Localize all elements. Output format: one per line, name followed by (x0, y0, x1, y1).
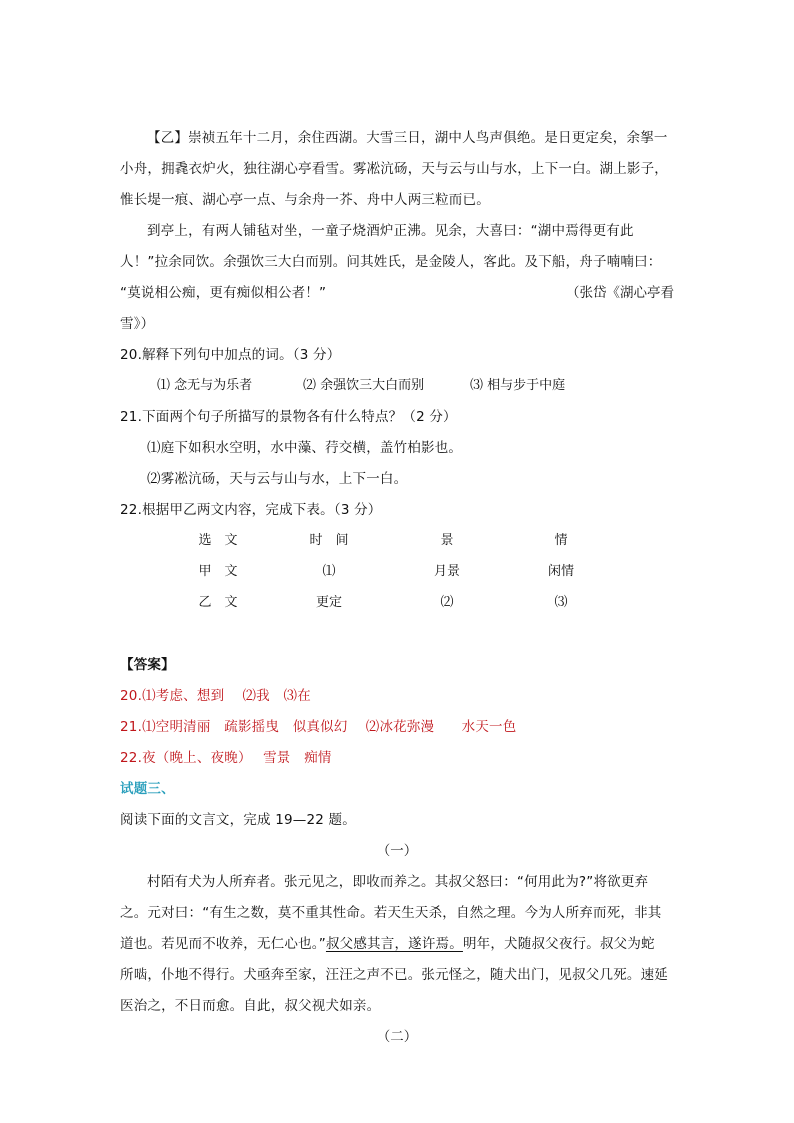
passage-yi-line-2: 小舟，拥毳衣炉火，独往湖心亭看雪。雾凇沆砀，天与云与山与水，上下一白。湖上影子， (120, 161, 668, 177)
answer-21: 21.⑴空明清丽 疏影摇曳 似真似幻 ⑵冰花弥漫 水天一色 (120, 719, 517, 735)
table-row-1-time: ⑴ (322, 564, 336, 579)
table-header-emotion: 情 (554, 533, 568, 548)
table-row-1-scene: 月景 (433, 564, 460, 579)
p1-line-4: 所啮，仆地不得行。犬亟奔至家，汪汪之声不已。张元怪之，随犬出门，见叔父几死。速延 (120, 967, 668, 983)
underlined-sentence: 叔父感其言，遂许焉。 (325, 936, 463, 952)
table-header-selection: 选 文 (198, 533, 238, 548)
passage-yi-line-6: “莫说相公痴，更有痴似相公者！” (120, 285, 327, 301)
passage-yi-line-1: 【乙】崇祯五年十二月，余住西湖。大雪三日，湖中人鸟声俱绝。是日更定矣，余挐一 (147, 130, 668, 146)
q20-option-3: ⑶ 相与步于中庭 (470, 378, 566, 393)
section-3-instruction: 阅读下面的文言文，完成 19—22 题。 (120, 812, 356, 828)
question-20-title: 20.解释下列句中加点的词。（3 分） (120, 347, 341, 363)
q21-item-1: ⑴庭下如积水空明，水中藻、荇交横，盖竹柏影也。 (147, 440, 463, 456)
p1-line-3 (120, 934, 655, 954)
p1-line-3-text: 道也。若见而不收养，无仁心也。” (120, 936, 326, 952)
part-1-label: （一） (376, 843, 418, 859)
p1-line-1: 村陌有犬为人所弃者。张元见之，即收而养之。其叔父怒曰：“何用此为?”将欲更弃 (147, 874, 649, 890)
answer-22: 22.夜（晚上、夜晚） 雪景 痴情 (120, 750, 332, 766)
q21-item-2: ⑵雾凇沆砀，天与云与山与水，上下一白。 (147, 471, 408, 487)
passage-yi-line-3: 惟长堤一痕、湖心亭一点、与余舟一芥、舟中人两三粒而已。 (120, 192, 490, 208)
p1-line-3-tail: 明年，犬随叔父夜行。叔父为蛇 (462, 936, 655, 952)
passage-yi-line-4: 到亭上，有两人铺毡对坐，一童子烧酒炉正沸。见余，大喜曰：“湖中焉得更有此 (147, 223, 634, 239)
answer-heading: 【答案】 (120, 657, 175, 673)
answer-20: 20.⑴考虑、想到 ⑵我 ⑶在 (120, 688, 311, 704)
table-row-2-time: 更定 (315, 595, 342, 610)
passage-source-cont: 雪》） (120, 316, 155, 332)
p1-line-5: 医治之，不日而愈。自此，叔父视犬如亲。 (120, 998, 381, 1014)
table-row-2-label: 乙 文 (198, 595, 238, 610)
section-3-title: 试题三、 (120, 781, 175, 797)
table-row-1-emotion: 闲情 (547, 564, 574, 579)
table-header-scene: 景 (440, 533, 454, 548)
table-row-2-emotion: ⑶ (554, 595, 568, 610)
p1-line-2: 之。元对曰：“有生之数，莫不重其性命。若天生天杀，自然之理。今为人所弃而死，非其 (120, 905, 662, 921)
table-row-1-label: 甲 文 (198, 564, 238, 579)
passage-source: （张岱《湖心亭看 (566, 285, 674, 301)
q20-option-2: ⑵ 余强饮三大白而别 (303, 378, 425, 393)
question-21-title: 21.下面两个句子所描写的景物各有什么特点？（2 分） (120, 409, 457, 425)
table-header-time: 时 间 (309, 533, 349, 548)
part-2-label: （二） (376, 1029, 418, 1045)
question-22-title: 22.根据甲乙两文内容，完成下表。（3 分） (120, 502, 382, 518)
table-row-2-scene: ⑵ (440, 595, 454, 610)
passage-yi-line-5: 人！”拉余同饮。余强饮三大白而别。问其姓氏，是金陵人，客此。及下船，舟子喃喃曰： (120, 254, 662, 270)
q20-option-1: ⑴ 念无与为乐者 (157, 378, 253, 393)
